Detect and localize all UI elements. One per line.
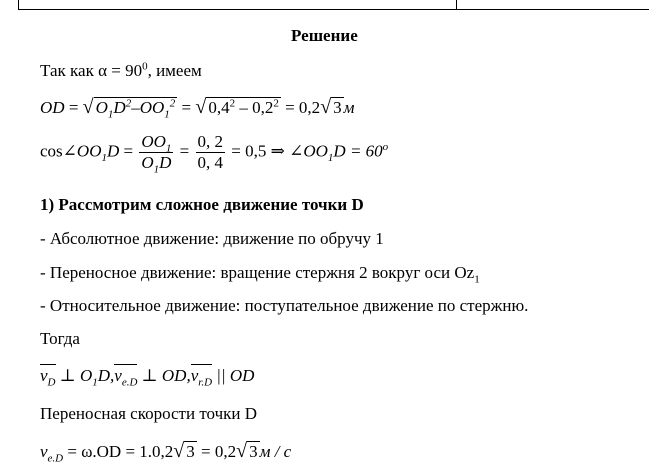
vector-vd <box>40 364 56 389</box>
table-column-divider <box>456 0 457 9</box>
eq3-mid: = 0,2 <box>196 442 237 461</box>
transport-velocity-label: Переносная скорости точки D <box>40 404 258 423</box>
fraction-2 <box>196 132 226 173</box>
bullet-transport-text: - Переносное движение: вращение стержня 2 вокруг оси Oz <box>40 263 475 282</box>
eq1-sq3: 2 <box>229 97 236 110</box>
perp2: ⊥ OD, <box>137 366 191 385</box>
eq1-oo: OO <box>139 98 165 117</box>
f2-num: 0, 2 <box>197 132 224 151</box>
eq1-sq: 2 <box>125 97 132 110</box>
v2-sub: e.D <box>121 376 138 389</box>
f1-num: OO <box>141 132 166 151</box>
eq2-r-tail: D = 60 <box>333 141 383 161</box>
eq1-sq2: 2 <box>169 97 176 110</box>
eq2-r-sub: 1 <box>327 151 334 164</box>
f1-num-sub: 1 <box>165 142 172 155</box>
eq2-result: = 0,5 ⇒ <box>231 141 285 161</box>
intro-tail: , имеем <box>147 61 202 80</box>
eq2-cos: cos <box>40 141 63 161</box>
bullet-absolute: - Абсолютное движение: движение по обручу 1 <box>40 229 384 248</box>
perp1-sub: 1 <box>92 376 98 389</box>
then-label: Тогда <box>40 329 80 348</box>
eq1-sub2: 1 <box>164 108 170 121</box>
eq1-equals2: = <box>181 98 192 117</box>
v1-sub: D <box>47 376 56 389</box>
eq3-rad: 3 <box>186 442 195 461</box>
vector-ve <box>114 364 138 389</box>
equation-cos <box>40 132 389 176</box>
equation-od <box>40 96 355 121</box>
fraction-1-num <box>139 132 173 153</box>
eq1-radicand <box>94 97 178 121</box>
eq3-v: v <box>40 442 48 461</box>
eq2-r-lhs: OO <box>303 141 328 161</box>
eq1-minus: – <box>131 98 140 117</box>
f1-den-sub: 1 <box>153 163 160 176</box>
eq1-sub1: 1 <box>107 108 114 121</box>
intro-sup: 0 <box>142 60 148 73</box>
eq1-rad2: 0,4 <box>208 98 230 117</box>
eq1-o: O <box>95 98 108 117</box>
eq2-equals2: = <box>179 141 190 161</box>
sqrt-icon: √ <box>195 96 207 118</box>
f2-den: 0, 4 <box>197 153 224 172</box>
eq1-rad3: 3 <box>333 98 342 117</box>
vector-vr <box>190 364 213 389</box>
eq1-equals: = <box>68 98 79 117</box>
angle-icon: ∠ <box>62 141 77 161</box>
eq1-d: D <box>113 98 126 117</box>
fraction-1-den <box>139 153 173 176</box>
table-border <box>18 0 649 10</box>
sqrt-icon: √ <box>320 96 332 118</box>
eq2-lhs: OO <box>76 141 102 161</box>
eq3-rad2: 3 <box>249 442 258 461</box>
eq3-unit: м / с <box>259 442 292 461</box>
v3-sub: r.D <box>198 376 213 389</box>
sqrt-icon: √ <box>173 440 185 462</box>
bullet-relative: - Относительное движение: поступательное движение по стержню. <box>40 296 529 315</box>
eq2-lhs-sub: 1 <box>101 151 107 164</box>
eq3-rest: = ω.OD = 1.0,2 <box>63 442 174 461</box>
eq1-sq4: 2 <box>273 97 279 110</box>
t1: D, <box>97 366 115 385</box>
eq3-sub: e.D <box>47 452 64 465</box>
solution-heading: Решение <box>291 26 358 45</box>
f1-den-tail: D <box>159 153 172 172</box>
eq2-equals: = <box>123 141 134 161</box>
eq1-unit: м <box>343 98 355 117</box>
bullet-transport-sub: 1 <box>474 273 480 286</box>
intro-text: Так как α = 90 <box>40 61 143 80</box>
section-title: 1) Рассмотрим сложное движение точки D <box>40 195 364 214</box>
sqrt-icon: √ <box>236 440 248 462</box>
bullet-transport <box>40 263 480 286</box>
degree-icon: o <box>382 140 389 153</box>
eq1-result: = 0,2 <box>285 98 321 117</box>
parallel: || OD <box>212 366 255 385</box>
v2: v <box>114 366 122 385</box>
sqrt-icon: √ <box>82 96 94 118</box>
equation-ve <box>40 440 292 465</box>
intro-line <box>40 61 202 81</box>
eq1-lhs: OD <box>40 98 65 117</box>
v3: v <box>190 366 199 385</box>
eq1-radicand2 <box>206 97 281 117</box>
eq2-lhs-tail: D <box>106 141 120 161</box>
angle-icon: ∠ <box>289 141 304 161</box>
v1: v <box>40 366 48 385</box>
eq1-minus2: – 0,2 <box>239 98 274 117</box>
f1-den: O <box>141 153 154 172</box>
velocity-relations <box>40 366 255 389</box>
perp1: ⊥ O <box>55 366 93 385</box>
fraction-1 <box>139 132 173 176</box>
